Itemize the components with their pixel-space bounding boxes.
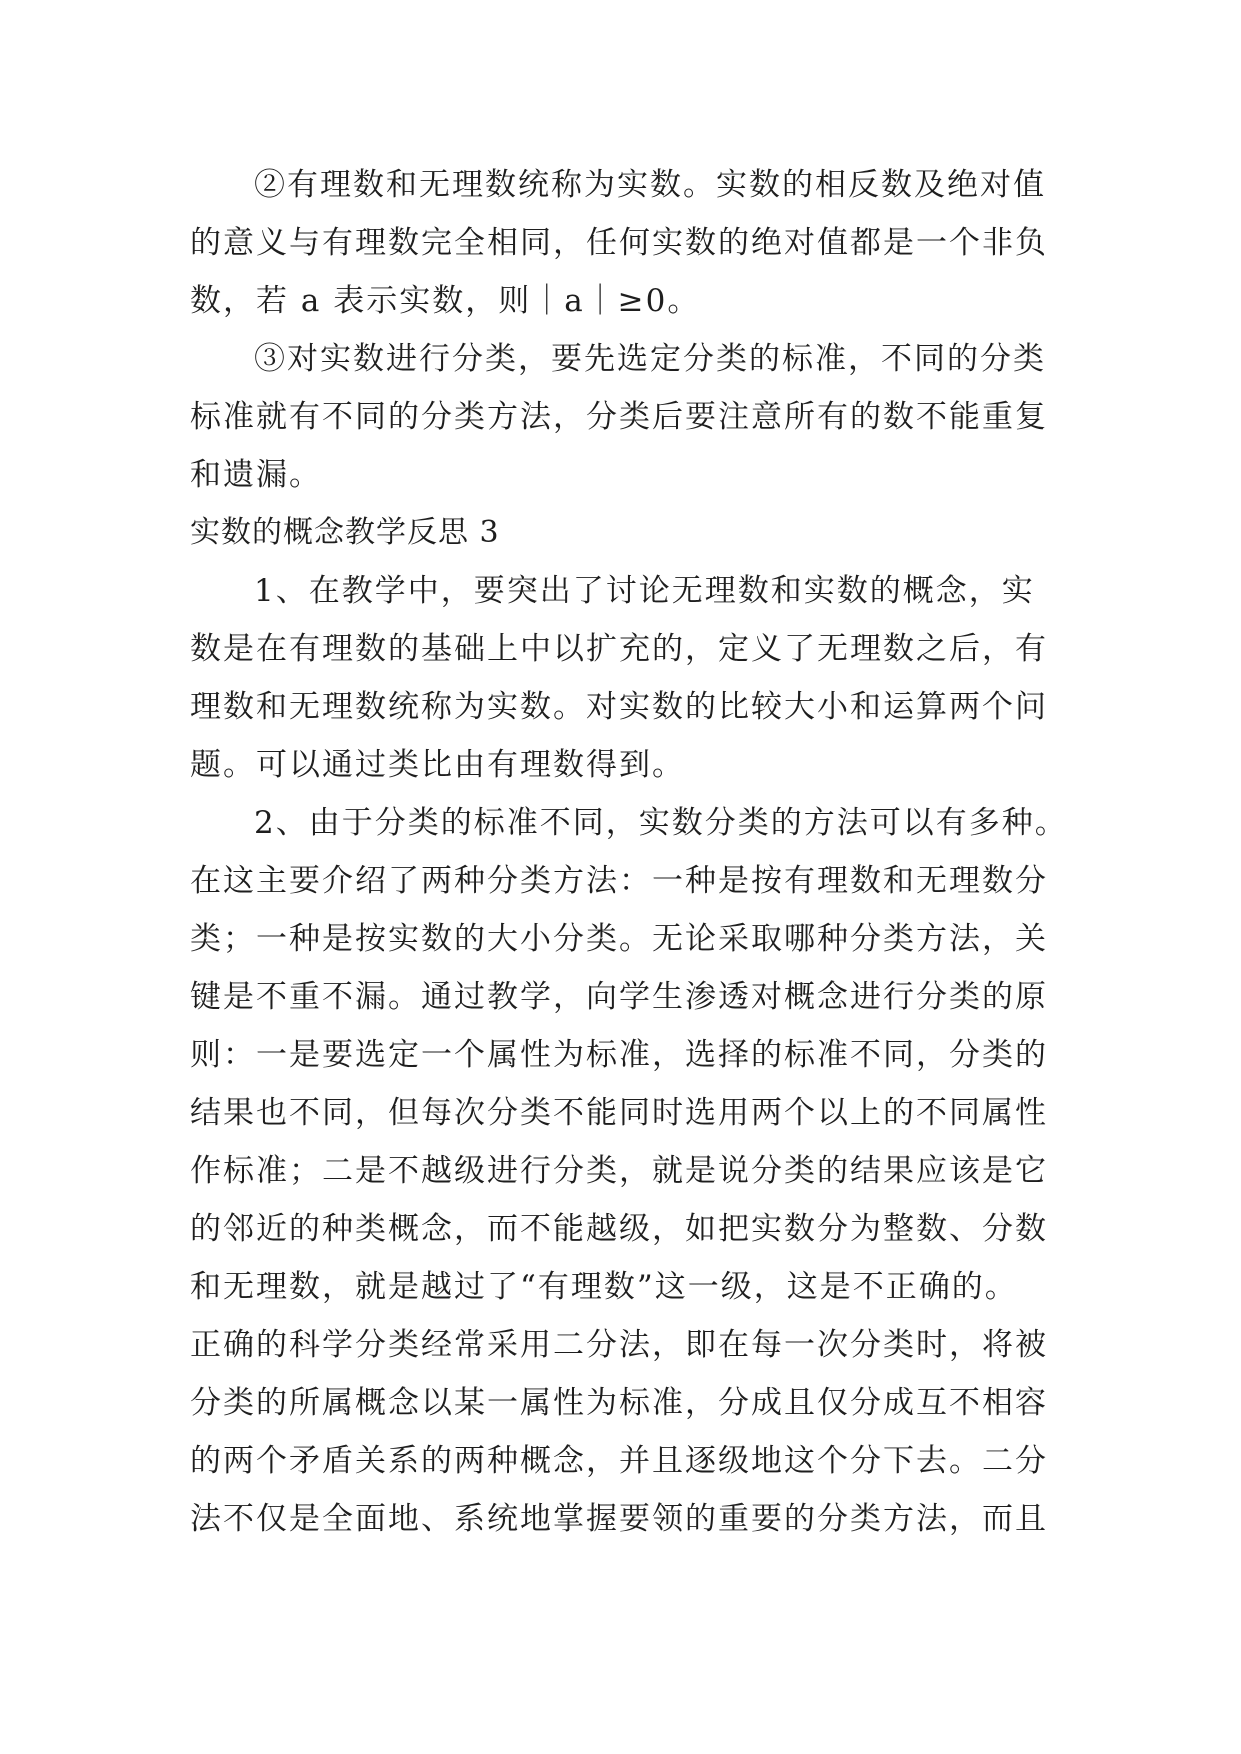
text-line: 标准就有不同的分类方法，分类后要注意所有的数不能重复: [190, 399, 1048, 435]
text-line: 结果也不同，但每次分类不能同时选用两个以上的不同属性: [190, 1095, 1048, 1131]
section-heading-text: 实数的概念教学反思 3: [190, 515, 500, 550]
text-line: 法不仅是全面地、系统地掌握要领的重要的分类方法，而且: [190, 1501, 1048, 1537]
text-line: 的意义与有理数完全相同，任何实数的绝对值都是一个非负: [190, 225, 1048, 261]
paragraph-classification: [190, 330, 1060, 504]
text-line: 分类的所属概念以某一属性为标准，分成且仅分成互不相容: [190, 1385, 1048, 1421]
text-line: 的邻近的种类概念，而不能越级，如把实数分为整数、分数: [190, 1211, 1048, 1247]
text-line: 数是在有理数的基础上中以扩充的，定义了无理数之后，有: [190, 631, 1048, 667]
text-line: 正确的科学分类经常采用二分法，即在每一次分类时，将被: [190, 1327, 1048, 1363]
section-heading: [190, 504, 1060, 562]
text-line: 理数和无理数统称为实数。对实数的比较大小和运算两个问: [190, 689, 1048, 725]
text-line: 的两个矛盾关系的两种概念，并且逐级地这个分下去。二分: [190, 1443, 1048, 1479]
text-line: 键是不重不漏。通过教学，向学生渗透对概念进行分类的原: [190, 979, 1048, 1015]
text-line: 则：一是要选定一个属性为标准，选择的标准不同，分类的: [190, 1037, 1048, 1073]
paragraph-point-1: [190, 562, 1060, 794]
text-line: ②有理数和无理数统称为实数。实数的相反数及绝对值: [254, 167, 1046, 203]
paragraph-point-2: [190, 794, 1068, 1548]
text-line: 2、由于分类的标准不同，实数分类的方法可以有多种。: [254, 805, 1068, 841]
text-line: 在这主要介绍了两种分类方法：一种是按有理数和无理数分: [190, 863, 1048, 899]
text-line: 数，若 a 表示实数，则｜a｜≥0。: [190, 283, 701, 319]
text-line: 类；一种是按实数的大小分类。无论采取哪种分类方法，关: [190, 921, 1048, 957]
document-body: [190, 156, 1068, 1548]
paragraph-real-number-definition: [190, 156, 1060, 330]
text-line: 和无理数，就是越过了“有理数”这一级，这是不正确的。: [190, 1269, 1018, 1305]
text-line: 和遗漏。: [190, 457, 322, 493]
text-line: 作标准；二是不越级进行分类，就是说分类的结果应该是它: [190, 1153, 1048, 1189]
text-line: 题。可以通过类比由有理数得到。: [190, 747, 685, 783]
text-line: 1、在教学中，要突出了讨论无理数和实数的概念，实: [254, 573, 1035, 609]
text-line: ③对实数进行分类，要先选定分类的标准，不同的分类: [254, 341, 1046, 377]
